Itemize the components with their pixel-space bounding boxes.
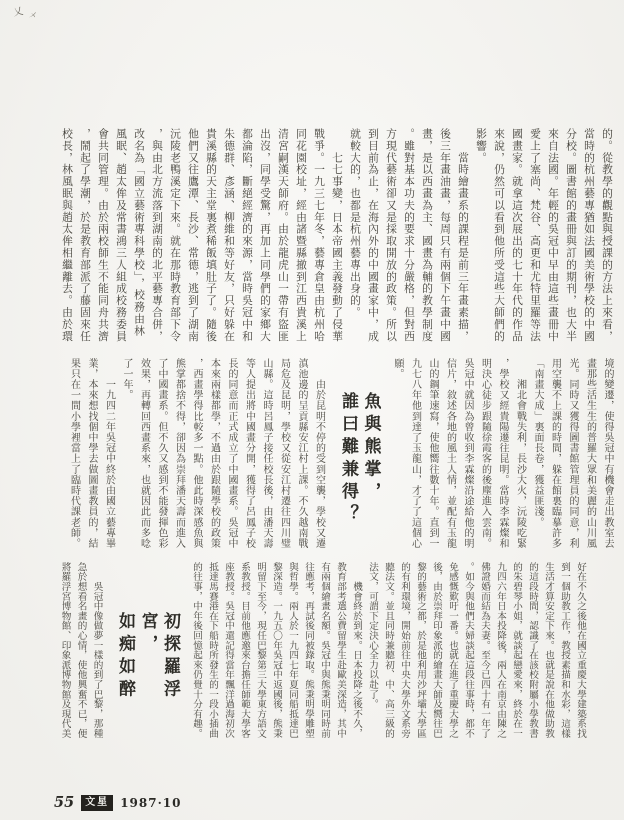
text-column: 。雖對基本功夫的要求十分嚴格，但對西 xyxy=(403,128,416,343)
text-column: 與哲學。兩人於一九四七年夏同船抵達巴 xyxy=(287,562,298,739)
text-column: 出沒，同學受驚，再加上同學們的家鄉大 xyxy=(259,128,272,343)
text-column: 座教授。吳冠中還記得當年飄洋過海初次 xyxy=(223,562,234,739)
heading-line: 魚與熊掌， xyxy=(360,392,381,505)
text-column: 山的鋼筆速寫，使他嚮往數十年。直到一 xyxy=(427,358,438,549)
text-column: 來說，仍然可以看到他所受這些大師們的 xyxy=(493,128,506,343)
text-column: 到目前為止，在海內外的中國畫家中，成 xyxy=(367,128,380,343)
text-column: 九七八年他到達了玉龍山，才了了這個心 xyxy=(409,358,421,549)
text-column: 同花園校址，經由諸暨縣撤到江西貴溪上 xyxy=(295,128,308,343)
text-column: 抵達馬賽港在下船時所發生的一段小插曲 xyxy=(207,562,218,739)
text-column: 系教授。目前他應邀來台擔任師範大學客 xyxy=(239,562,250,739)
text-column: 好在不久之後他在國立重慶大學建築系找 xyxy=(575,562,586,739)
page-number: 55 xyxy=(54,794,75,811)
text-column: 愛上了塞尚、梵谷、高更和尤特里羅等法 xyxy=(529,128,542,343)
text-column: 滇池邊的呈貢縣安江村上課。不久越南戰 xyxy=(296,358,307,549)
text-column: 明決心徒步跟隨徐霞客的後塵進入雲南。 xyxy=(479,358,491,549)
text-column: 他們又往鷹潭、長沙、常德，逃到了湖南 xyxy=(187,128,200,343)
print-mark: 乂 xyxy=(12,6,25,19)
text-column: 生活才算安定下來。也就是說在他做助教 xyxy=(543,562,554,739)
text-column: 機會終於到來。日本投降之後不久， xyxy=(351,562,362,739)
text-column: 後三年畫油畫，每周只有兩個下午畫中國 xyxy=(439,128,452,343)
text-column: 境的變遷，使得吳冠中有機會走出教室去 xyxy=(602,358,613,549)
page-footer xyxy=(54,794,181,811)
middle-intro-columns xyxy=(389,358,617,558)
text-column: 朱德群、彥涵、柳維和等好友，只好躲在 xyxy=(223,128,236,343)
magazine-logo: 文星 xyxy=(81,795,113,811)
text-column: 局危及昆明，學校又從安江村遷往四川璧 xyxy=(278,358,290,549)
text-column: 了一年。 xyxy=(121,358,132,401)
text-column: 效果，再轉回西畫系來，也就因此而多唸 xyxy=(138,358,150,549)
middle-body-columns xyxy=(65,358,328,558)
text-column: 分校。圖書館的畫冊與訂的期刊，也大半 xyxy=(565,128,578,343)
heading-line: 如痴如醉 xyxy=(115,612,135,702)
text-column: 國畫家。就拿這次展出的七十年代的作品 xyxy=(511,128,524,343)
text-column: 的。從教學的觀點與授課的方法上來看， xyxy=(601,128,614,343)
text-column: 吳冠中就因為曾收到李霖燦沿途給他的明 xyxy=(462,358,473,549)
text-column: 黎深造。一九五〇年吳冠中返國後，熊秉 xyxy=(271,562,282,739)
text-column: 就較大的，也都是杭州藝專出身的。 xyxy=(349,128,362,319)
text-column: 戰爭。一九三七年冬，藝專倉皇由杭州哈 xyxy=(313,128,326,343)
text-column: 清宮嗣漢天師府。由於龍虎山一帶有盜匪 xyxy=(277,128,290,343)
text-column: 佛證婚而結為夫妻。至今已四十有一年了 xyxy=(479,562,490,739)
middle-text-band xyxy=(58,358,616,558)
text-column: 改名為「國立藝術專科學校」，校務由林 xyxy=(133,128,146,337)
text-column: 聽法文。並且同時兼聽初、中、高三級的 xyxy=(383,562,394,739)
text-column: ，西畫學得比較多一點。他此時深感魚與 xyxy=(191,358,202,549)
text-column: 光。同時又獲得圖書館管理員的同意，利 xyxy=(567,358,578,549)
text-column: 當時的杭州藝專猶如法國美術學校的中國 xyxy=(583,128,596,343)
text-column: 都淪陷，斷絕經濟的來源，當時吳冠中和 xyxy=(241,128,254,343)
text-column: 會共同管理。由於兩校師生不能同舟共濟 xyxy=(97,128,110,343)
text-column: 長的同意而正式成立了中國畫系。吳冠中 xyxy=(226,358,237,549)
text-column: 免感慨歎吁一番。也就在進了重慶大學之 xyxy=(447,562,458,739)
text-column: 的有利環境，開始前往中央大學外文系旁 xyxy=(399,562,410,739)
text-column: 九四六年日本投降後，兩人在南京由陳之 xyxy=(495,562,506,739)
text-column: 一九四二年吳冠中終於由國立藝專畢 xyxy=(103,358,115,549)
text-column: 等人提出將中國畫分開，獲得了呂鳳子校 xyxy=(243,358,255,549)
text-column: 七七事變，日本帝國主義發動了侵華 xyxy=(331,128,344,343)
text-column: 風眠、趙太侔及常書鴻三人組成校務委員 xyxy=(115,128,128,343)
text-column: 方現代藝術卻又是採取開放的政策。所以 xyxy=(385,128,398,343)
text-column: 往應考，再試後同被錄取。熊秉明學雕塑 xyxy=(303,562,314,739)
text-column: 信片，敘述各地的風土人情，並配有玉龍 xyxy=(444,358,456,549)
text-column: 急於想看名畫的心情，使他興奮不已，便 xyxy=(75,562,87,739)
text-column: 畫，是以西畫為主、國畫為輔的教學制度 xyxy=(421,128,434,343)
text-column: 由於昆明不停的受到空襲，學校又遷 xyxy=(313,358,325,549)
text-column: 當時繪畫系的課程是前三年畫素描， xyxy=(457,128,470,343)
text-column: 的這段時間，認識了在該校附屬小學教書 xyxy=(527,562,538,739)
bottom-right-columns xyxy=(188,562,588,744)
text-column: 「南畫大成」裏面長卷，獲益匪淺。 xyxy=(532,358,543,528)
text-column: 法文，可謂下定決心全力以赴了。 xyxy=(367,562,378,709)
issue-date: 1987·10 xyxy=(120,795,182,810)
text-column: 貴溪縣的天主堂裏煮稀飯填肚子了。隨後 xyxy=(205,128,218,343)
text-column: 畫那些活生生的普羅大眾和美麗的山川風 xyxy=(584,358,596,549)
text-column: 湘北會戰失利，長沙大火，沅陵吃緊 xyxy=(514,358,526,549)
print-mark: 㐅 xyxy=(28,10,38,21)
text-column: 有兩個繪畫名額。吳冠中與熊秉明同時前 xyxy=(319,562,330,739)
text-column: 業，本來想找個中學去做圖畫教員的，結 xyxy=(86,358,97,549)
text-column: 願。 xyxy=(392,358,403,380)
text-column: 沅陵老鴨溪定下來。就在那時教育部下令 xyxy=(169,128,182,343)
top-band-columns xyxy=(58,128,616,350)
heading-line: 誰曰難兼得？ xyxy=(338,392,358,527)
text-column: 熊掌都捨不得，卻因為崇拜潘天壽而進入 xyxy=(173,358,185,549)
text-column: 的往事，中年後回憶起來仍覺十分有趣。 xyxy=(191,562,202,739)
text-column: 了中國畫系。但不久又感到不能發揮色彩 xyxy=(156,358,167,549)
text-column: 果只在一間小學裡當上了臨時代課老師。 xyxy=(68,358,80,549)
text-column: 教育部考選公費留學生赴歐美深造，其中 xyxy=(335,562,346,739)
text-column: 用空襲不上課的時間，躲在館裏臨摹許多 xyxy=(549,358,561,549)
text-column: 後，由於崇拜印象派的繪畫大師及嚮往巴 xyxy=(431,562,442,739)
text-column: ，學校又經貴陽遷往昆明。當時李霖燦和 xyxy=(497,358,508,549)
text-column: 將羅浮宮博物館、印象派博物館及現代美 xyxy=(59,562,71,739)
text-column: 到一個助教工作，教授素描和水彩，這樣 xyxy=(559,562,570,739)
bottom-text-band xyxy=(59,562,588,744)
text-column: ，鬧起了學潮，於是教育部派了藤固來任 xyxy=(79,128,92,343)
section-heading-louvre xyxy=(114,562,182,744)
text-column: 山縣。這時呂鳳子接任校長後，由潘天壽 xyxy=(261,358,272,549)
text-column: 的朱碧琴小姐，就談起戀愛來，終於在一 xyxy=(511,562,522,739)
text-column: 明留下至今，現任巴黎第三大學東方語文 xyxy=(255,562,266,739)
text-column: 黎的藝術之都，於是他利用沙坪壩大學區 xyxy=(415,562,426,739)
text-column: 。如今與他們夫婦談起這段往事時，都不 xyxy=(463,562,474,739)
heading-line: 初探羅浮宮， xyxy=(137,612,180,702)
text-column: 校長，林風眠與趙太侔相繼離去。由於環 xyxy=(61,128,74,343)
section-heading-fish-and-bear-paw xyxy=(337,358,382,558)
text-column: 來自法國。年輕的吳冠中早由這些畫冊中 xyxy=(547,128,560,343)
text-column: ，與由北方流落到湖南的北平藝專合併， xyxy=(151,128,164,343)
text-column: 本來兩樣都學，不過由於跟隨學校的政策 xyxy=(208,358,220,549)
text-column: 影響。 xyxy=(475,128,488,164)
bottom-left-columns xyxy=(57,562,105,744)
text-column: 吳冠中像做夢一樣的到了巴黎，那種 xyxy=(91,562,103,739)
top-text-band xyxy=(58,128,616,350)
